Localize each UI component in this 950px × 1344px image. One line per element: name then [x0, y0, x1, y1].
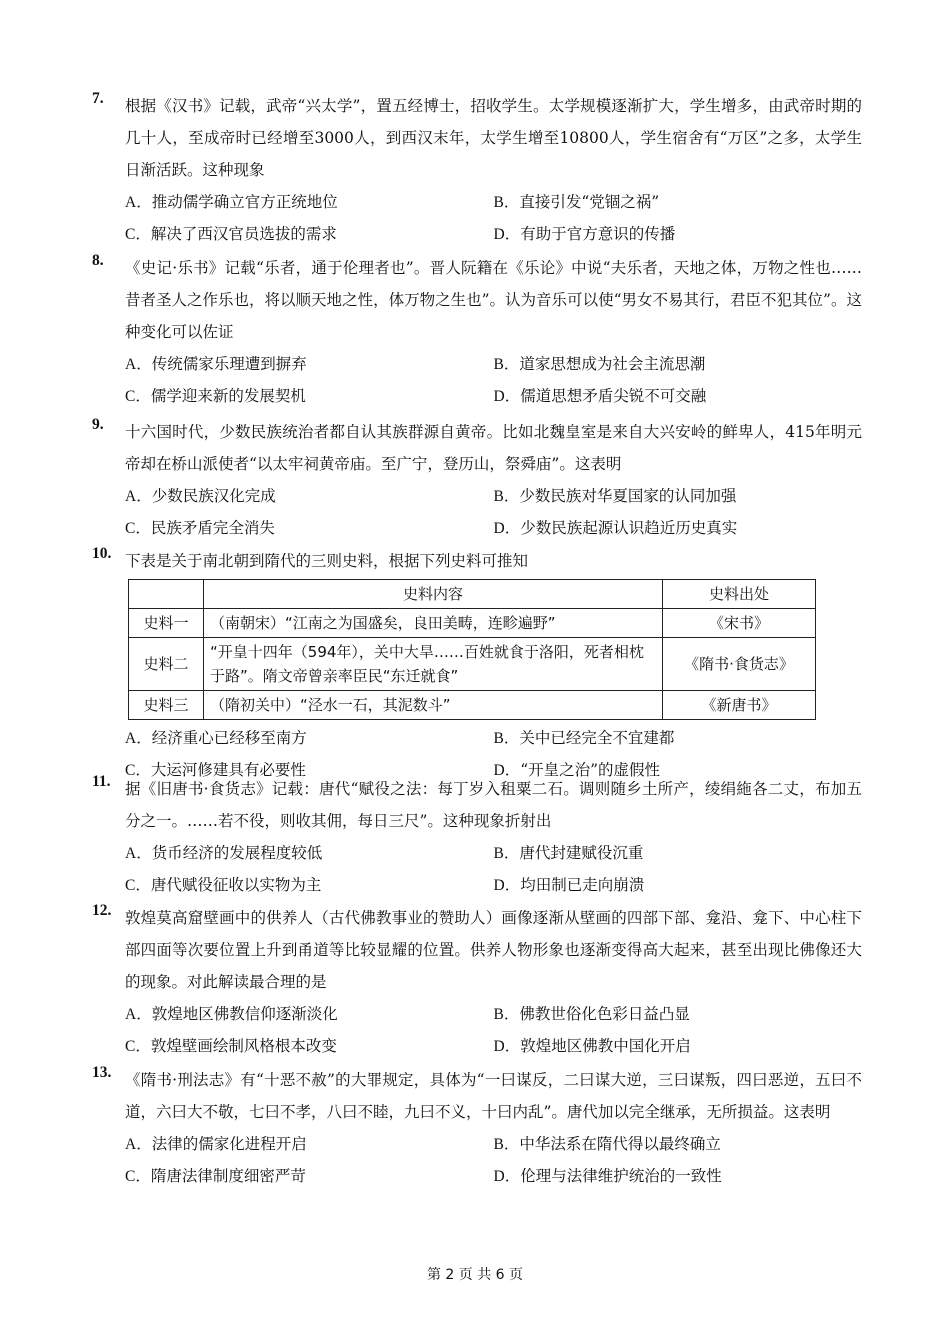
option-d[interactable]: D．儒道思想矛盾尖锐不可交融: [493, 387, 707, 405]
table-row: [129, 638, 816, 691]
question-number: 10.: [92, 545, 112, 562]
option-b[interactable]: B．少数民族对华夏国家的认同加强: [493, 487, 737, 505]
option-d[interactable]: D．“开皇之治”的虚假性: [493, 761, 661, 779]
question-stem: 据《旧唐书·食货志》记载：唐代“赋役之法：每丁岁入租粟二石。调则随乡土所产，绫绢絁各二丈，布加五分之一。……若不役，则收其佣，每日三尺”。这种现象折射出: [125, 780, 862, 830]
table-cell: 《宋书》: [663, 609, 816, 638]
question-stem: 十六国时代，少数民族统治者都自认其族群源自黄帝。比如北魏皇室是来自大兴安岭的鲜卑人，415年明元帝却在桥山派使者“以太牢祠黄帝庙。至广宁，登历山，祭舜庙”。这表明: [125, 423, 862, 473]
table-cell: （隋初关中）“泾水一石，其泥数斗”: [204, 691, 663, 720]
question-11: [92, 773, 862, 901]
option-b[interactable]: B．唐代封建赋役沉重: [493, 844, 644, 862]
question-number: 12.: [92, 902, 112, 919]
page-footer: 第 2 页 共 6 页: [426, 1267, 524, 1283]
question-10: [92, 545, 862, 786]
option-a[interactable]: A．少数民族汉化完成: [125, 487, 276, 505]
option-c[interactable]: C．敦煌壁画绘制风格根本改变: [125, 1037, 337, 1055]
table-row: [129, 691, 816, 720]
option-a[interactable]: A．经济重心已经移至南方: [125, 729, 307, 747]
question-12: [92, 902, 862, 1062]
option-d[interactable]: D．均田制已走向崩溃: [493, 876, 645, 894]
option-a[interactable]: A．货币经济的发展程度较低: [125, 844, 323, 862]
question-number: 8.: [92, 252, 104, 269]
option-c[interactable]: C．隋唐法律制度细密严苛: [125, 1167, 306, 1185]
option-d[interactable]: D．有助于官方意识的传播: [493, 225, 676, 243]
question-number: 11.: [92, 773, 111, 790]
option-c[interactable]: C．民族矛盾完全消失: [125, 519, 275, 537]
option-b[interactable]: B．佛教世俗化色彩日益凸显: [493, 1005, 690, 1023]
question-number: 9.: [92, 416, 104, 433]
option-b[interactable]: B．关中已经完全不宜建都: [493, 729, 675, 747]
option-d[interactable]: D．少数民族起源认识趋近历史真实: [493, 519, 738, 537]
options: [125, 837, 862, 901]
table-cell: （南朝宋）“江南之为国盛矣，良田美畴，连畛遍野”: [204, 609, 663, 638]
question-9: [92, 416, 862, 544]
option-a[interactable]: A．推动儒学确立官方正统地位: [125, 193, 338, 211]
source-table: [128, 579, 816, 720]
table-header: [129, 580, 204, 609]
table-cell: 《新唐书》: [663, 691, 816, 720]
options: [125, 1128, 862, 1192]
option-a[interactable]: A．法律的儒家化进程开启: [125, 1135, 307, 1153]
question-7: [92, 90, 862, 250]
table-header: 史料出处: [663, 580, 816, 609]
question-stem: 敦煌莫高窟壁画中的供养人（古代佛教事业的赞助人）画像逐渐从壁画的四部下部、龛沿、龛下、中心柱下部四面等次要位置上升到甬道等比较显耀的位置。供养人物形象也逐渐变得高大起来，甚至出现比佛像还大的现象。对此解读最合理的是: [125, 909, 862, 991]
option-d[interactable]: D．敦煌地区佛教中国化开启: [493, 1037, 691, 1055]
option-c[interactable]: C．解决了西汉官员选拔的需求: [125, 225, 337, 243]
table-header: 史料内容: [204, 580, 663, 609]
option-b[interactable]: B．中华法系在隋代得以最终确立: [493, 1135, 721, 1153]
table-cell: 史料一: [129, 609, 204, 638]
option-c[interactable]: C．唐代赋役征收以实物为主: [125, 876, 322, 894]
question-number: 13.: [92, 1064, 112, 1081]
option-b[interactable]: B．直接引发“党锢之祸”: [493, 193, 660, 211]
table-header-row: [129, 580, 816, 609]
table-cell: 《隋书·食货志》: [663, 638, 816, 691]
table-cell: “开皇十四年（594年），关中大旱……百姓就食于洛阳，死者相枕于路”。隋文帝曾亲率臣民“东迁就食”: [204, 638, 663, 691]
options: [125, 480, 862, 544]
question-number: 7.: [92, 90, 104, 107]
question-13: [92, 1064, 862, 1192]
option-c[interactable]: C．大运河修建具有必要性: [125, 761, 306, 779]
option-a[interactable]: A．敦煌地区佛教信仰逐渐淡化: [125, 1005, 338, 1023]
options: [125, 186, 862, 250]
table-cell: 史料二: [129, 638, 204, 691]
question-stem: 下表是关于南北朝到隋代的三则史料，根据下列史料可推知: [125, 552, 529, 570]
question-stem: 《隋书·刑法志》有“十恶不赦”的大罪规定，具体为“一曰谋反，二曰谋大逆，三曰谋叛，四曰恶逆，五曰不道，六曰大不敬，七曰不孝，八曰不睦，九曰不义，十曰内乱”。唐代加以完全继承，无所损益。这表明: [125, 1071, 862, 1121]
option-b[interactable]: B．道家思想成为社会主流思潮: [493, 355, 706, 373]
option-d[interactable]: D．伦理与法律维护统治的一致性: [493, 1167, 722, 1185]
option-c[interactable]: C．儒学迎来新的发展契机: [125, 387, 306, 405]
question-8: [92, 252, 862, 412]
options: [125, 998, 862, 1062]
question-stem: 《史记·乐书》记载“乐者，通于伦理者也”。晋人阮籍在《乐论》中说“夫乐者，天地之体，万物之性也……昔者圣人之作乐也，将以顺天地之性，体万物之生也”。认为音乐可以使“男女不易其行，君臣不犯其位”。这种变化可以佐证: [125, 259, 862, 341]
table-row: [129, 609, 816, 638]
options: [125, 348, 862, 412]
question-stem: 根据《汉书》记载，武帝“兴太学”，置五经博士，招收学生。太学规模逐渐扩大，学生增多，由武帝时期的几十人，至成帝时已经增至3000人，到西汉末年，太学生增至10800人，学生宿舍有“万区”之多，太学生日渐活跃。这种现象: [125, 97, 862, 179]
table-cell: 史料三: [129, 691, 204, 720]
option-a[interactable]: A．传统儒家乐理遭到摒弃: [125, 355, 307, 373]
